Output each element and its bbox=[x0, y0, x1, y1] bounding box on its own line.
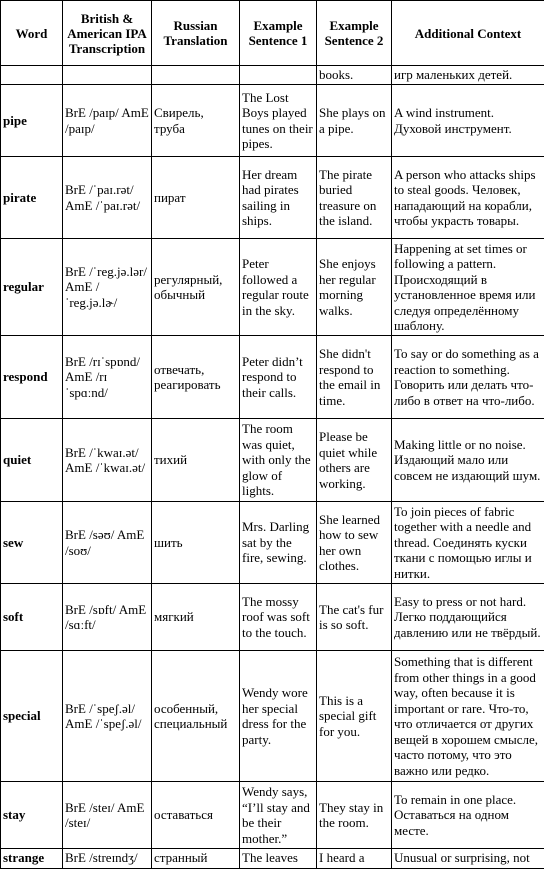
cell-example-1: Peter followed a regular route in the sky. bbox=[240, 239, 317, 336]
cell-example-1: The mossy roof was soft to the touch. bbox=[240, 584, 317, 651]
cell-example-1: The leaves bbox=[240, 849, 317, 869]
cell-word bbox=[1, 66, 63, 85]
cell-example-1: Her dream had pirates sailing in ships. bbox=[240, 157, 317, 239]
table-row bbox=[1, 85, 544, 157]
cell-context: To remain in one place. Оставаться на одном месте. bbox=[392, 782, 544, 849]
cell-russian: оставаться bbox=[152, 782, 240, 849]
cell-russian: пират bbox=[152, 157, 240, 239]
table-row bbox=[1, 502, 544, 584]
cell-russian: странный bbox=[152, 849, 240, 869]
cell-word: regular bbox=[1, 239, 63, 336]
cell-example-2: The pirate buried treasure on the island. bbox=[317, 157, 392, 239]
cell-ipa: BrE /ˈkwaɪ.ət/ AmE /ˈkwaɪ.ət/ bbox=[63, 419, 152, 502]
cell-ipa: BrE /sɒft/ AmE /sɑːft/ bbox=[63, 584, 152, 651]
cell-russian: шить bbox=[152, 502, 240, 584]
table-row bbox=[1, 651, 544, 782]
cell-context: Happening at set times or following a pattern. Происходящий в установленное время или следуя определённому шаблону. bbox=[392, 239, 544, 336]
header-russian: Russian Translation bbox=[152, 1, 240, 66]
cell-example-1: Wendy wore her special dress for the party. bbox=[240, 651, 317, 782]
header-row bbox=[1, 1, 544, 66]
cell-russian bbox=[152, 66, 240, 85]
table-row-partial-bottom bbox=[1, 849, 544, 869]
cell-example-2: She enjoys her regular morning walks. bbox=[317, 239, 392, 336]
cell-russian: особенный, специальный bbox=[152, 651, 240, 782]
cell-russian: Свирель, труба bbox=[152, 85, 240, 157]
cell-word: stay bbox=[1, 782, 63, 849]
cell-word: sew bbox=[1, 502, 63, 584]
table-row bbox=[1, 239, 544, 336]
cell-russian: мягкий bbox=[152, 584, 240, 651]
cell-word: quiet bbox=[1, 419, 63, 502]
cell-context: Making little or no noise. Издающий мало или совсем не издающий шум. bbox=[392, 419, 544, 502]
cell-ipa: BrE /ˈspeʃ.əl/ AmE /ˈspeʃ.əl/ bbox=[63, 651, 152, 782]
cell-example-2: Please be quiet while others are working. bbox=[317, 419, 392, 502]
cell-context: A person who attacks ships to steal goods. Человек, нападающий на корабли, чтобы украсть товары. bbox=[392, 157, 544, 239]
cell-ipa: BrE /ˈreg.jə.lər/ AmE /ˈreg.jə.lɚ/ bbox=[63, 239, 152, 336]
cell-context: A wind instrument. Духовой инструмент. bbox=[392, 85, 544, 157]
cell-ipa: BrE /rɪˈspɒnd/ AmE /rɪˈspɑːnd/ bbox=[63, 336, 152, 419]
cell-example-1: The Lost Boys played tunes on their pipes. bbox=[240, 85, 317, 157]
table-row bbox=[1, 336, 544, 419]
cell-word: pipe bbox=[1, 85, 63, 157]
header-example-2: Example Sentence 2 bbox=[317, 1, 392, 66]
cell-word: pirate bbox=[1, 157, 63, 239]
cell-example-1: Mrs. Darling sat by the fire, sewing. bbox=[240, 502, 317, 584]
cell-ipa: BrE /səʊ/ AmE /soʊ/ bbox=[63, 502, 152, 584]
cell-context: Easy to press or not hard. Легко поддающийся давлению или не твёрдый. bbox=[392, 584, 544, 651]
cell-ipa bbox=[63, 66, 152, 85]
cell-russian: тихий bbox=[152, 419, 240, 502]
cell-example-2: I heard a bbox=[317, 849, 392, 869]
table-row-partial-top bbox=[1, 66, 544, 85]
cell-example-1: The room was quiet, with only the glow of lights. bbox=[240, 419, 317, 502]
cell-russian: отвечать, реагировать bbox=[152, 336, 240, 419]
cell-example-1 bbox=[240, 66, 317, 85]
table-row bbox=[1, 782, 544, 849]
cell-context: Unusual or surprising, not bbox=[392, 849, 544, 869]
cell-word: special bbox=[1, 651, 63, 782]
table-row bbox=[1, 157, 544, 239]
header-example-1: Example Sentence 1 bbox=[240, 1, 317, 66]
cell-context: Something that is different from other things in a good way, often because it is important or rare. Что-то, что отличается от других вещей в хорошем смысле, часто потому, что это важно или редко. bbox=[392, 651, 544, 782]
cell-example-2: She learned how to sew her own clothes. bbox=[317, 502, 392, 584]
cell-word: strange bbox=[1, 849, 63, 869]
cell-example-2: books. bbox=[317, 66, 392, 85]
cell-example-2: They stay in the room. bbox=[317, 782, 392, 849]
cell-example-2: The cat's fur is so soft. bbox=[317, 584, 392, 651]
cell-context: To say or do something as a reaction to something. Говорить или делать что-либо в ответ на что-либо. bbox=[392, 336, 544, 419]
cell-example-1: Wendy says, “I’ll stay and be their mother.” bbox=[240, 782, 317, 849]
cell-word: soft bbox=[1, 584, 63, 651]
cell-ipa: BrE /paɪp/ AmE /paɪp/ bbox=[63, 85, 152, 157]
cell-ipa: BrE /steɪ/ AmE /steɪ/ bbox=[63, 782, 152, 849]
cell-example-2: She plays on a pipe. bbox=[317, 85, 392, 157]
cell-word: respond bbox=[1, 336, 63, 419]
cell-context: игр маленьких детей. bbox=[392, 66, 544, 85]
cell-example-2: This is a special gift for you. bbox=[317, 651, 392, 782]
table-row bbox=[1, 584, 544, 651]
header-ipa: British & American IPA Transcription bbox=[63, 1, 152, 66]
table-row bbox=[1, 419, 544, 502]
cell-context: To join pieces of fabric together with a needle and thread. Соединять куски ткани с помощью иглы и нитки. bbox=[392, 502, 544, 584]
cell-ipa: BrE /streɪndʒ/ bbox=[63, 849, 152, 869]
cell-ipa: BrE /ˈpaɪ.rət/ AmE /ˈpaɪ.rət/ bbox=[63, 157, 152, 239]
header-word: Word bbox=[1, 1, 63, 66]
header-context: Additional Context bbox=[392, 1, 544, 66]
cell-russian: регулярный, обычный bbox=[152, 239, 240, 336]
cell-example-2: She didn't respond to the email in time. bbox=[317, 336, 392, 419]
cell-example-1: Peter didn’t respond to their calls. bbox=[240, 336, 317, 419]
